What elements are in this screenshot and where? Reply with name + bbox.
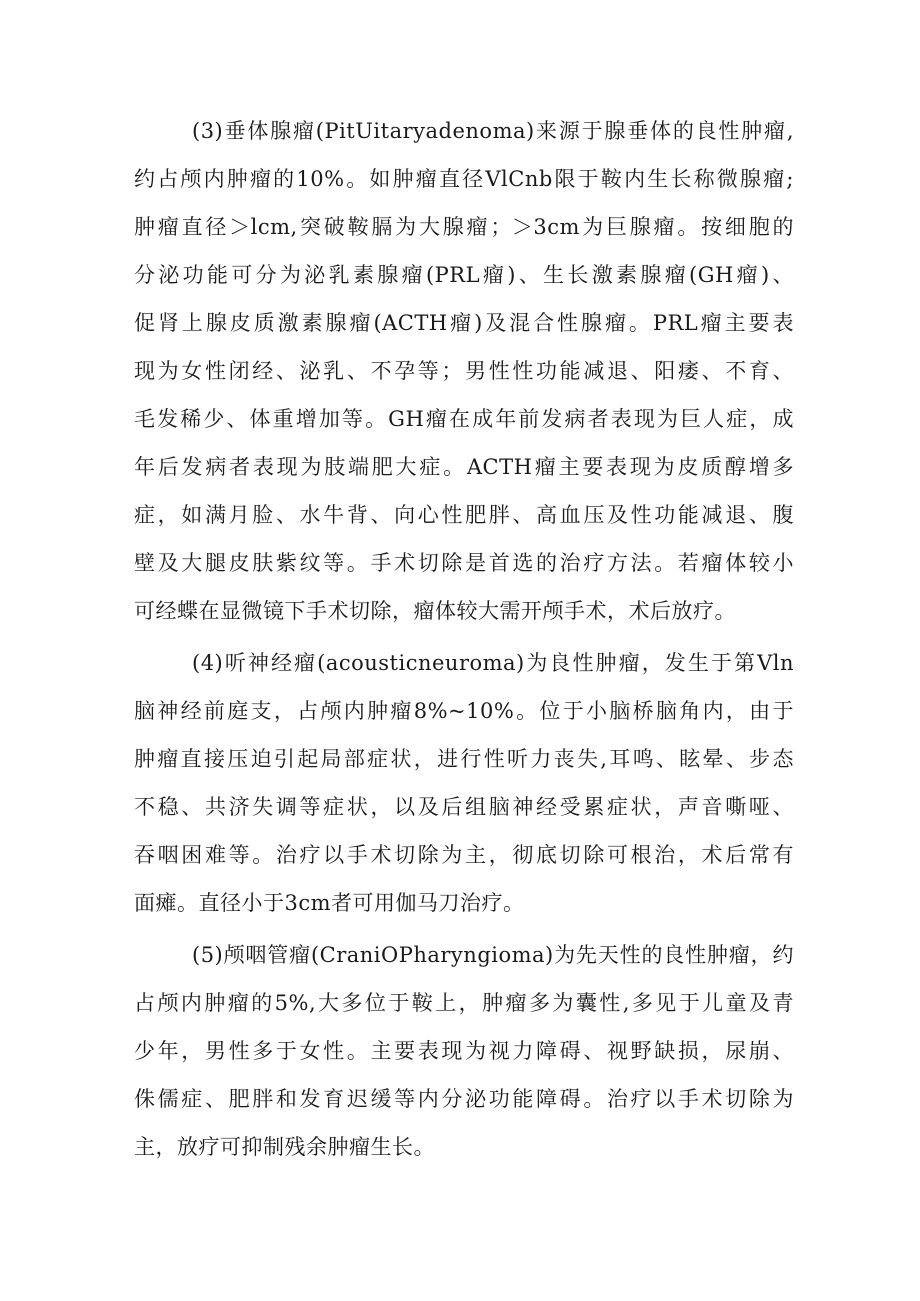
text-line: 肿瘤直径＞lcm,突破鞍膈为大腺瘤；＞3cm为巨腺瘤。按细胞的 xyxy=(134,215,794,239)
text-line: 年后发病者表现为肢端肥大症。ACTH瘤主要表现为皮质醇增多 xyxy=(134,455,794,479)
text-line: 面瘫。直径小于3cm者可用伽马刀治疗。 xyxy=(134,891,525,915)
text-line: 吞咽困难等。治疗以手术切除为主，彻底切除可根治，术后常有 xyxy=(134,843,794,867)
text-line: 不稳、共济失调等症状，以及后组脑神经受累症状，声音嘶哑、 xyxy=(134,795,794,819)
text-line: 现为女性闭经、泌乳、不孕等；男性性功能减退、阳痿、不育、 xyxy=(134,359,794,383)
text-line: 可经蝶在显微镜下手术切除，瘤体较大需开颅手术，术后放疗。 xyxy=(134,599,736,623)
text-line: (4)听神经瘤(acousticneuroma)为良性肿瘤，发生于第Vln xyxy=(192,651,794,675)
text-line: 侏儒症、肥胖和发育迟缓等内分泌功能障碍。治疗以手术切除为 xyxy=(134,1087,794,1111)
text-line: 壁及大腿皮肤紫纹等。手术切除是首选的治疗方法。若瘤体较小 xyxy=(134,551,794,575)
text-line: 毛发稀少、体重增加等。GH瘤在成年前发病者表现为巨人症，成 xyxy=(134,407,794,431)
text-line: 主，放疗可抑制残余肿瘤生长。 xyxy=(134,1135,435,1159)
text-line: (5)颅咽管瘤(CraniOPharyngioma)为先天性的良性肿瘤，约 xyxy=(192,943,794,967)
text-line: (3)垂体腺瘤(PitUitaryadenoma)来源于腺垂体的良性肿瘤, xyxy=(192,119,794,143)
text-line: 促肾上腺皮质激素腺瘤(ACTH瘤)及混合性腺瘤。PRL瘤主要表 xyxy=(134,311,794,335)
text-line: 症，如满月脸、水牛背、向心性肥胖、高血压及性功能减退、腹 xyxy=(134,503,794,527)
text-line: 少年，男性多于女性。主要表现为视力障碍、视野缺损，尿崩、 xyxy=(134,1039,794,1063)
text-line: 肿瘤直接压迫引起局部症状，进行性听力丧失,耳鸣、眩晕、步态 xyxy=(134,747,794,771)
text-line: 分泌功能可分为泌乳素腺瘤(PRL瘤)、生长激素腺瘤(GH瘤)、 xyxy=(134,263,794,287)
text-line: 占颅内肿瘤的5%,大多位于鞍上，肿瘤多为囊性,多见于儿童及青 xyxy=(134,991,794,1015)
text-line: 脑神经前庭支，占颅内肿瘤8%~10%。位于小脑桥脑角内，由于 xyxy=(134,699,794,723)
text-line: 约占颅内肿瘤的10%。如肿瘤直径VlCnb限于鞍内生长称微腺瘤; xyxy=(134,167,794,191)
